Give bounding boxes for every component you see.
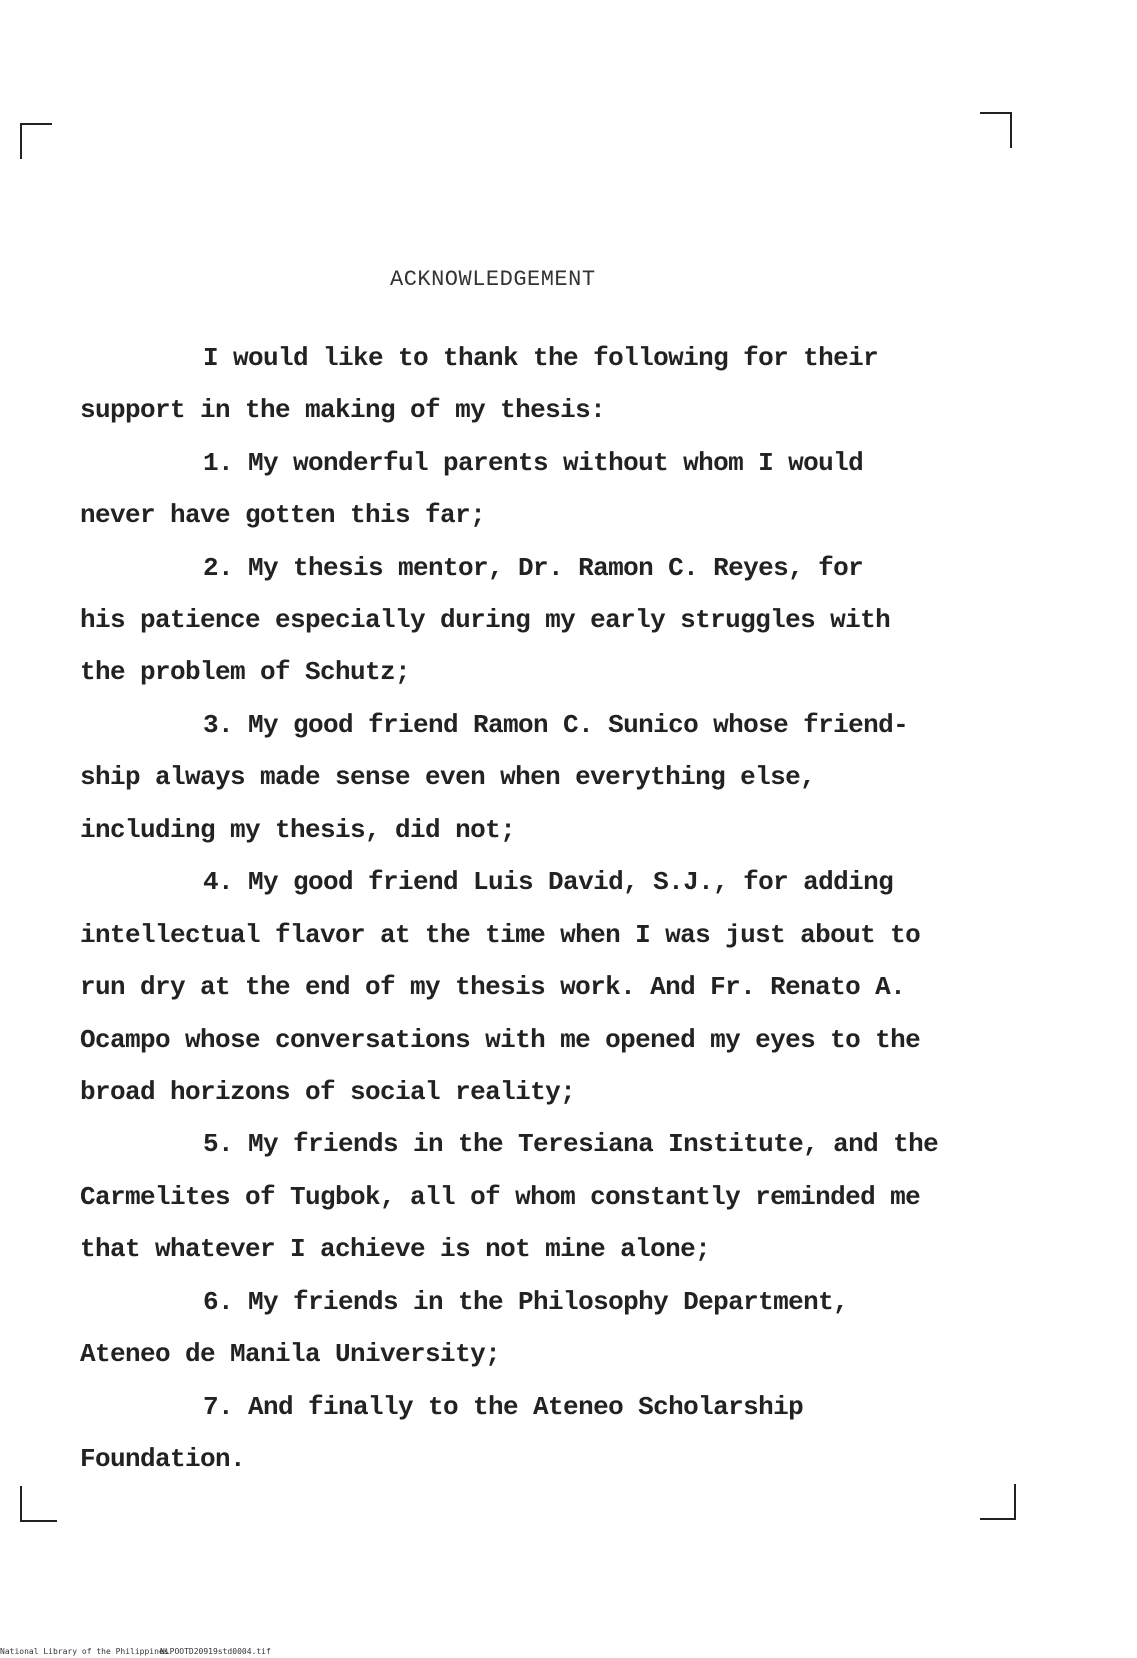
- text-line: intellectual flavor at the time when I was just about to: [80, 920, 921, 950]
- crop-mark-bottom-left: [20, 1486, 57, 1522]
- text-line: 2. My thesis mentor, Dr. Ramon C. Reyes, for: [203, 553, 864, 583]
- text-line: the problem of Schutz;: [80, 657, 411, 687]
- text-line: ship always made sense even when everything else,: [80, 762, 816, 792]
- text-line: 4. My good friend Luis David, S.J., for adding: [203, 867, 894, 897]
- text-line: support in the making of my thesis:: [80, 395, 606, 425]
- text-line: run dry at the end of my thesis work. And Fr. Renato A.: [80, 972, 906, 1002]
- crop-mark-top-right: [980, 112, 1012, 148]
- text-line: 6. My friends in the Philosophy Department,: [203, 1287, 849, 1317]
- text-line: I would like to thank the following for their: [203, 343, 879, 373]
- footer-source: National Library of the Philippines: [0, 1647, 169, 1656]
- text-line: 1. My wonderful parents without whom I would: [203, 448, 864, 478]
- text-line: Ocampo whose conversations with me opened my eyes to the: [80, 1025, 921, 1055]
- text-line: including my thesis, did not;: [80, 815, 516, 845]
- crop-mark-bottom-right: [980, 1484, 1016, 1520]
- text-line: his patience especially during my early struggles with: [80, 605, 891, 635]
- text-line: never have gotten this far;: [80, 500, 486, 530]
- text-line: 7. And finally to the Ateneo Scholarship: [203, 1392, 804, 1422]
- page-title: ACKNOWLEDGEMENT: [390, 267, 596, 292]
- text-line: Carmelites of Tugbok, all of whom constantly reminded me: [80, 1182, 921, 1212]
- text-line: 3. My good friend Ramon C. Sunico whose friend-: [203, 710, 909, 740]
- text-line: 5. My friends in the Teresiana Institute, and the: [203, 1129, 939, 1159]
- text-line: Foundation.: [80, 1444, 246, 1474]
- text-line: broad horizons of social reality;: [80, 1077, 576, 1107]
- crop-mark-top-left: [20, 123, 52, 159]
- text-line: Ateneo de Manila University;: [80, 1339, 501, 1369]
- text-line: that whatever I achieve is not mine alone;: [80, 1234, 711, 1264]
- footer-filename: NLPOOTD20919std0004.tif: [160, 1647, 271, 1656]
